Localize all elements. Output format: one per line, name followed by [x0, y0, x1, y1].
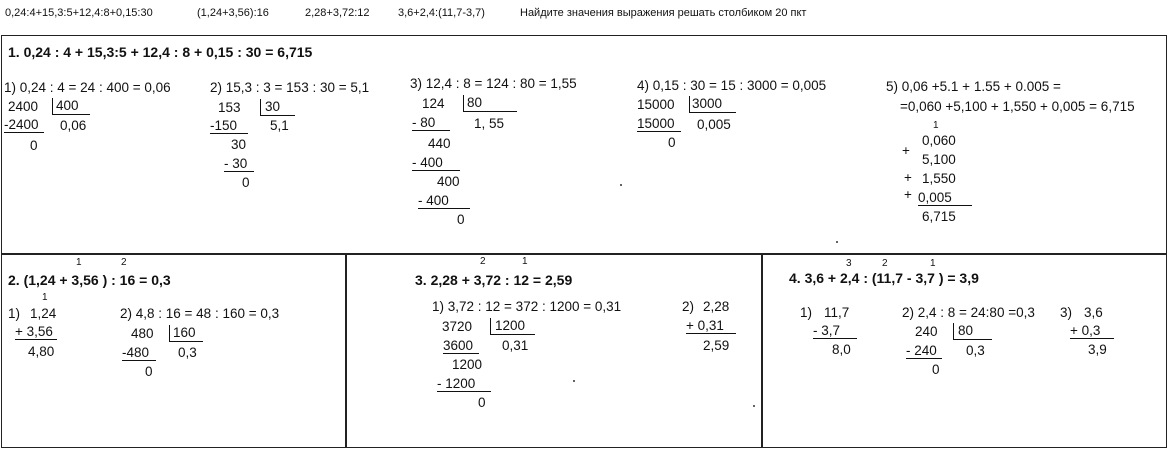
- stray-dot: [836, 241, 838, 243]
- order-mark-2: 2: [480, 256, 486, 267]
- subtrahend: - 80: [412, 115, 450, 131]
- header-expression-3: 2,28+3,72:12: [305, 7, 370, 19]
- remainder: 0: [242, 175, 250, 190]
- subtrahend: -150: [210, 118, 248, 134]
- addend-1: 3,6: [1084, 305, 1103, 320]
- step-equation: 3) 12,4 : 8 = 124 : 80 = 1,55: [410, 76, 577, 91]
- carry-digit: 1: [933, 120, 939, 131]
- addend-4: 0,005: [918, 190, 972, 206]
- dividend: 2400: [8, 99, 39, 114]
- plus-sign: +: [904, 170, 912, 185]
- header-expression-2: (1,24+3,56):16: [197, 7, 269, 19]
- subtrahend: -480: [122, 345, 156, 361]
- sum: 3,9: [1088, 342, 1107, 357]
- quotient: 0,31: [502, 338, 529, 353]
- stray-dot: [620, 184, 622, 186]
- difference: 8,0: [832, 342, 851, 357]
- addend-2: + 0,31: [686, 318, 736, 334]
- minuend: 11,7: [824, 305, 850, 320]
- divisor: 400: [52, 98, 90, 115]
- quotient: 0,3: [178, 345, 197, 360]
- step-equation: 2) 15,3 : 3 = 153 : 30 = 5,1: [210, 80, 370, 95]
- subtrahend: -2400: [4, 117, 44, 133]
- addend-1: 0,060: [922, 133, 956, 148]
- step-number: 1): [8, 306, 21, 321]
- partial-remainder: 1200: [452, 357, 483, 372]
- stray-dot: [573, 380, 575, 382]
- stray-dot: [753, 405, 755, 407]
- order-mark-2: 2: [121, 257, 127, 268]
- addend-3: 1,550: [922, 171, 956, 186]
- step-equation: 1) 3,72 : 12 = 372 : 1200 = 0,31: [432, 299, 622, 314]
- step-equation: 4) 0,15 : 30 = 15 : 3000 = 0,005: [637, 78, 827, 93]
- order-mark-3: 3: [846, 258, 852, 269]
- quotient: 5,1: [270, 118, 289, 133]
- partial-remainder-2: 400: [437, 174, 460, 189]
- divisor: 3000: [689, 96, 736, 113]
- quotient: 1, 55: [474, 116, 505, 131]
- step-number: 1): [800, 305, 813, 320]
- dividend: 3720: [442, 319, 473, 334]
- subtrahend: - 3,7: [813, 323, 857, 339]
- addend-2: + 3,56: [15, 324, 57, 340]
- step-equation: 2) 4,8 : 16 = 48 : 160 = 0,3: [120, 306, 280, 321]
- header-expression-1: 0,24:4+15,3:5+12,4:8+0,15:30: [5, 7, 153, 19]
- step-number: 3): [1060, 305, 1073, 320]
- task-3-title: 3. 2,28 + 3,72 : 12 = 2,59: [415, 272, 573, 288]
- divisor: 80: [463, 95, 517, 112]
- sum: 6,715: [922, 209, 956, 224]
- remainder: 0: [145, 364, 153, 379]
- subtrahend-3: - 400: [418, 193, 470, 209]
- subtrahend-2: - 400: [412, 155, 460, 171]
- order-mark-1: 1: [930, 258, 936, 269]
- step-equation: 1) 0,24 : 4 = 24 : 400 = 0,06: [4, 80, 171, 95]
- partial-remainder: 30: [231, 137, 247, 152]
- subtrahend-2: - 30: [224, 156, 254, 172]
- quotient: 0,005: [697, 117, 731, 132]
- addend-1: 1,24: [30, 306, 57, 321]
- carry-digit: 1: [42, 292, 48, 303]
- dividend: 124: [422, 96, 445, 111]
- addend-2: 5,100: [922, 152, 956, 167]
- subtrahend-2: - 1200: [437, 376, 491, 392]
- task-1-title: 1. 0,24 : 4 + 15,3:5 + 12,4 : 8 + 0,15 : 30 = 6,715: [8, 44, 313, 60]
- dividend: 240: [915, 324, 938, 339]
- order-mark-2: 2: [882, 258, 888, 269]
- step-equation: 2) 2,4 : 8 = 24:80 =0,3: [902, 305, 1035, 320]
- remainder: 0: [457, 212, 465, 227]
- subtrahend: - 240: [906, 343, 942, 359]
- sum: 4,80: [28, 344, 55, 359]
- task-4-title: 4. 3,6 + 2,4 : (11,7 - 3,7 ) = 3,9: [789, 270, 979, 286]
- divisor: 80: [953, 323, 992, 340]
- divisor: 30: [260, 99, 295, 116]
- subtrahend: 3600: [443, 338, 479, 354]
- dividend: 153: [218, 100, 241, 115]
- divisor: 1200: [490, 318, 535, 335]
- sum: 2,59: [703, 338, 730, 353]
- plus-sign: +: [902, 143, 910, 158]
- order-mark-1: 1: [76, 257, 82, 268]
- partial-remainder: 440: [428, 136, 451, 151]
- quotient: 0,3: [966, 343, 985, 358]
- step-equation-2: =0,060 +5,100 + 1,550 + 0,005 = 6,715: [900, 99, 1135, 114]
- task-2-title: 2. (1,24 + 3,56 ) : 16 = 0,3: [8, 272, 171, 288]
- step-number: 2): [682, 299, 695, 314]
- task-question: Найдите значения выражения решать столбиком 20 пкт: [520, 7, 807, 19]
- order-mark-1: 1: [522, 256, 528, 267]
- remainder: 0: [668, 135, 676, 150]
- quotient: 0,06: [60, 118, 87, 133]
- header-expression-4: 3,6+2,4:(11,7-3,7): [398, 7, 485, 19]
- dividend: 15000: [637, 97, 675, 112]
- panel-1-border: [1, 35, 1167, 255]
- divisor: 160: [169, 325, 203, 342]
- dividend: 480: [131, 326, 154, 341]
- remainder: 0: [932, 362, 940, 377]
- addend-2: + 0,3: [1070, 323, 1114, 339]
- step-equation: 5) 0,06 +5.1 + 1.55 + 0.005 =: [886, 79, 1061, 94]
- remainder: 0: [478, 395, 486, 410]
- addend-1: 2,28: [703, 299, 730, 314]
- plus-sign: +: [904, 187, 912, 202]
- remainder: 0: [30, 138, 38, 153]
- subtrahend: 15000: [637, 116, 681, 132]
